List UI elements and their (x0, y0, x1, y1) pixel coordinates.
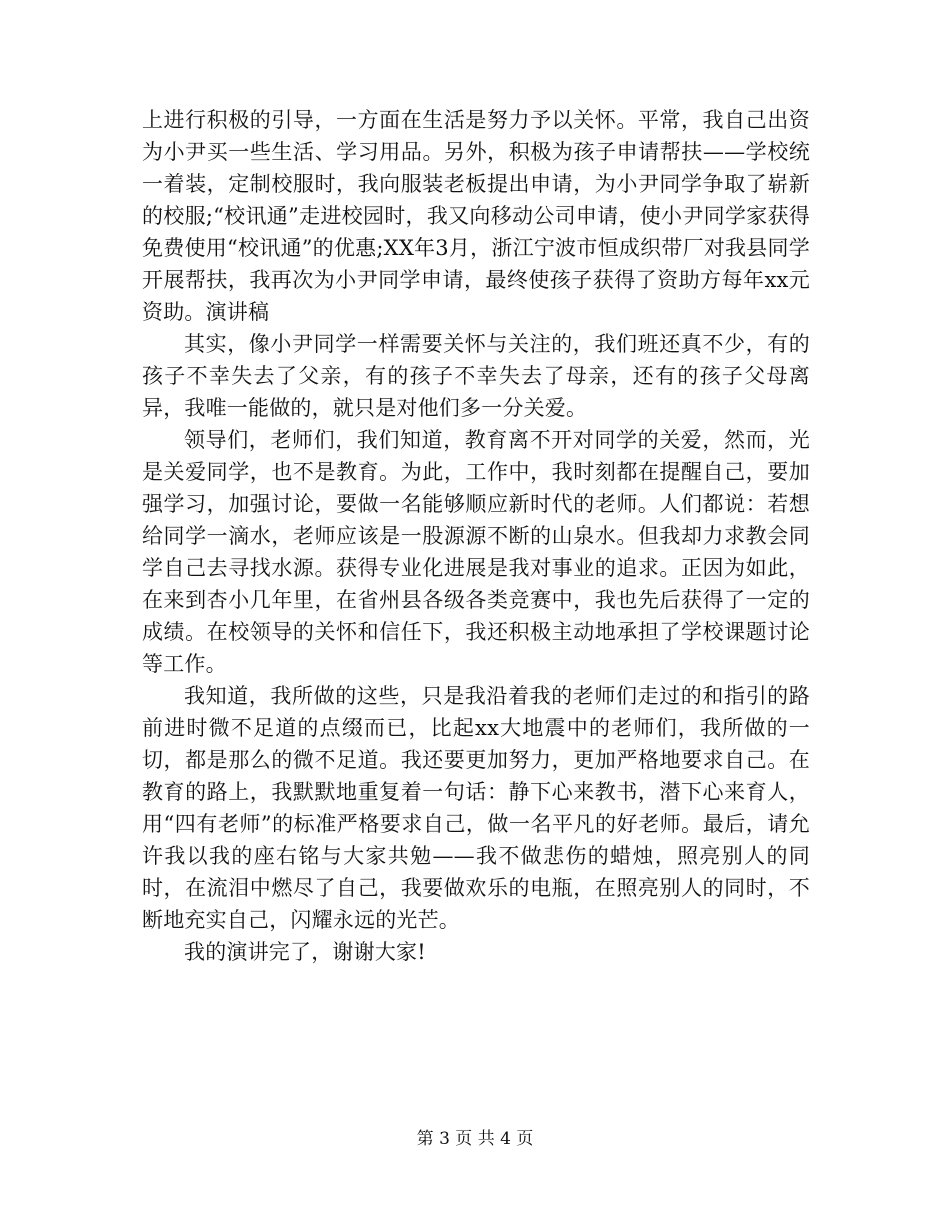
paragraph-closing: 我的演讲完了，谢谢大家! (184, 940, 426, 964)
document-body (142, 104, 810, 968)
paragraph-students-care: 其实，像小尹同学一样需要关怀与关注的，我们班还真不少，有的孩子不幸失去了父亲，有的孩子不幸失去了母亲，还有的孩子父母离异，我唯一能做的，就只是对他们多一分关爱。 (142, 332, 810, 420)
page-number-label: 第 3 页 共 4 页 (416, 1129, 534, 1149)
paragraph-i-know: 我知道，我所做的这些，只是我沿着我的老师们走过的和指引的路前进时微不足道的点缀而已，比起xx大地震中的老师们，我所做的一切，都是那么的微不足道。我还要更加努力，更加严格地要求自己。在教育的路上，我默默地重复着一句话：静下心来教书，潜下心来育人，用“四有老师”的标准严格要求自己，做一名平凡的好老师。最后，请允许我以我的座右铭与大家共勉——我不做悲伤的蜡烛，照亮别人的同时，在流泪中燃尽了自己，我要做欢乐的电瓶，在照亮别人的同时，不断地充实自己，闪耀永远的光芒。 (142, 684, 810, 932)
paragraph-leaders-teachers: 领导们，老师们，我们知道，教育离不开对同学的关爱，然而，光是关爱同学，也不是教育。为此，工作中，我时刻都在提醒自己，要加强学习，加强讨论，要做一名能够顺应新时代的老师。人们都说：若想给同学一滴水，老师应该是一股源源不断的山泉水。但我却力求教会同学自己去寻找水源。获得专业化进展是我对事业的追求。正因为如此，在来到杏小几年里，在省州县各级各类竞赛中，我也先后获得了一定的成绩。在校领导的关怀和信任下，我还积极主动地承担了学校课题讨论等工作。 (142, 428, 810, 676)
paragraph-continuation: 上进行积极的引导，一方面在生活是努力予以关怀。平常，我自己出资为小尹买一些生活、学习用品。另外，积极为孩子申请帮扶——学校统一着装，定制校服时，我向服装老板提出申请，为小尹同学争取了崭新的校服;“校讯通”走进校园时，我又向移动公司申请，使小尹同学家获得免费使用“校讯通”的优惠;XX年3月，浙江宁波市恒成织带厂对我县同学开展帮扶，我再次为小尹同学申请，最终使孩子获得了资助方每年xx元资助。演讲稿 (142, 108, 810, 324)
page-footer (0, 1128, 950, 1150)
